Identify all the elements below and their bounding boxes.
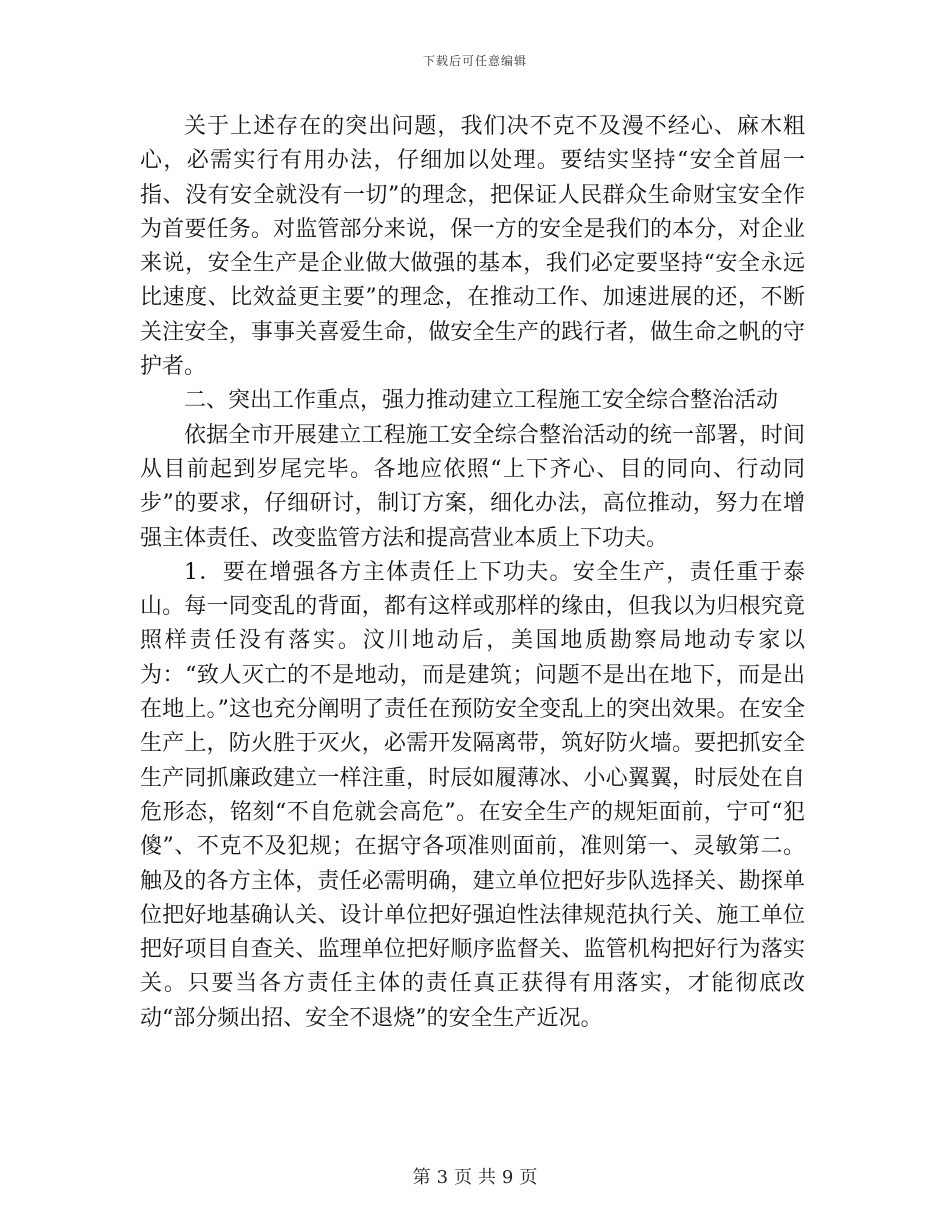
- paragraph-deployment: 依据全市开展建立工程施工安全综合整治活动的统一部署，时间从目前起到岁尾完毕。各地应依照“上下齐心、目的同向、行动同步”的要求，仔细研讨，制订方案，细化办法，高位推动，努力在增强主体责任、改变监管方法和提高营业本质上下功夫。: [140, 422, 805, 551]
- footer-total-pages: 9: [501, 1167, 514, 1188]
- page-number-footer: [0, 1163, 950, 1189]
- footer-middle: 页 共: [454, 1167, 496, 1188]
- paragraph-responsibility: 1．要在增强各方主体责任上下功夫。安全生产，责任重于泰山。每一同变乱的背面，都有这样或那样的缘由，但我以为归根究竟照样责任没有落实。汶川地动后，美国地质勘察局地动专家以为：“致人灭亡的不是地动，而是建筑；问题不是出在地下，而是出在地上。”这也充分阐明了责任在预防安全变乱上的突出效果。在安全生产上，防火胜于灭火，必需开发隔离带，筑好防火墙。要把抓安全生产同抓廉政建立一样注重，时辰如履薄冰、小心翼翼，时辰处在自危形态，铭刻“不自危就会高危”。在安全生产的规矩面前，宁可“犯傻”、不克不及犯规；在据守各项准则面前，准则第一、灵敏第二。触及的各方主体，责任必需明确，建立单位把好步队选择关、勘探单位把好地基确认关、设计单位把好强迫性法律规范执行关、施工单位把好项目自查关、监理单位把好顺序监督关、监管机构把好行为落实关。只要当各方责任主体的责任真正获得有用落实，才能彻底改动“部分频出招、安全不退烧”的安全生产近况。: [140, 559, 805, 1031]
- document-body: [140, 110, 805, 1036]
- footer-prefix: 第: [412, 1167, 431, 1188]
- footer-current-page: 3: [436, 1167, 449, 1188]
- page-header-note: 下载后可任意编辑: [422, 54, 527, 68]
- paragraph-problems: 关于上述存在的突出问题，我们决不克不及漫不经心、麻木粗心，必需实行有用办法，仔细加以处理。要结实坚持“安全首屈一指、没有安全就没有一切”的理念，把保证人民群众生命财宝安全作为首要任务。对监管部分来说，保一方的安全是我们的本分，对企业来说，安全生产是企业做大做强的基本，我们必定要坚持“安全永远比速度、比效益更主要”的理念，在推动工作、加速进展的还，不断关注安全，事事关喜爱生命，做安全生产的践行者，做生命之帆的守护者。: [140, 114, 805, 380]
- section-heading-2: 二、突出工作重点，强力推动建立工程施工安全综合整治活动: [184, 388, 779, 414]
- footer-suffix: 页: [519, 1167, 538, 1188]
